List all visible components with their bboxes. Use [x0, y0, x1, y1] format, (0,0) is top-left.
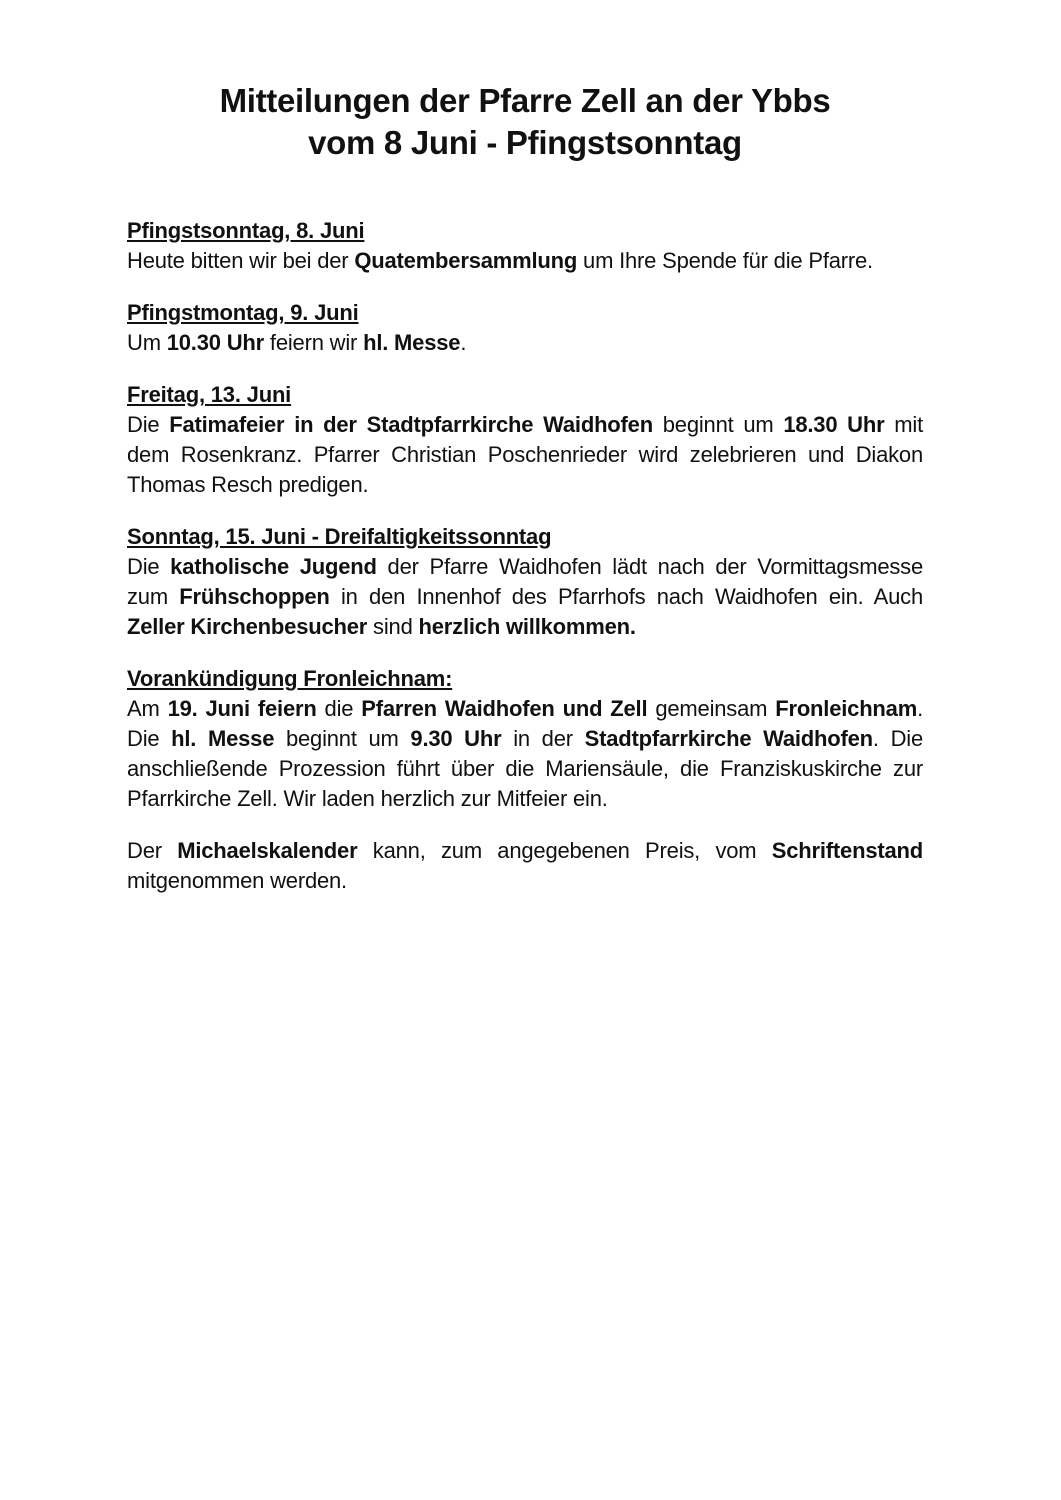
bold-text: 18.30 Uhr — [783, 412, 885, 437]
body-text: Um — [127, 330, 167, 355]
bold-text: katholische Jugend — [170, 554, 377, 579]
body-text: Heute bitten wir bei der — [127, 248, 355, 273]
section-heading: Freitag, 13. Juni — [127, 382, 292, 407]
body-text: mit dem Rosenkranz. Pfarrer Christian Poschenrieder wird zelebrieren und Diakon Thomas Resch predigen. — [127, 412, 923, 497]
body-text: um Ihre Spende für die Pfarre. — [577, 248, 873, 273]
section-heading: Pfingstsonntag, 8. Juni — [127, 218, 365, 243]
bold-text: Fatimafeier in der Stadtpfarrkirche Waidhofen — [169, 412, 653, 437]
section-body — [127, 552, 923, 642]
bold-text: Schriftenstand — [771, 838, 924, 863]
bold-text: Stadtpfarrkirche Waidhofen — [584, 726, 873, 751]
body-text: . Die — [127, 696, 923, 751]
announcement-section — [127, 216, 923, 276]
bold-text: Fronleichnam — [775, 696, 918, 721]
body-text: Am — [127, 696, 168, 721]
announcement-section — [127, 522, 923, 642]
section-heading: Vorankündigung Fronleichnam: — [127, 666, 453, 691]
bold-text: hl. Messe — [171, 726, 275, 751]
title-line-1: Mitteilungen der Pfarre Zell an der Ybbs — [219, 82, 831, 119]
body-text: mitgenommen werden. — [127, 868, 347, 893]
bold-text: herzlich willkommen. — [418, 614, 636, 639]
bold-text: 9.30 Uhr — [410, 726, 502, 751]
body-text: beginnt um — [652, 412, 784, 437]
section-body — [127, 836, 923, 896]
section-heading: Pfingstmontag, 9. Juni — [127, 300, 359, 325]
bold-text: 10.30 Uhr — [166, 330, 264, 355]
announcements — [127, 216, 923, 896]
body-text: . — [460, 330, 467, 355]
body-text: der Pfarre Waidhofen lädt nach der Vormittagsmesse zum — [127, 554, 924, 609]
section-body — [127, 246, 923, 276]
body-text: . Die anschließende Prozession führt über die Mariensäule, die Franziskuskirche zur Pfarrkirche Zell. Wir laden herzlich zur Mitfeier ein. — [127, 726, 923, 811]
body-text: Die — [127, 412, 170, 437]
announcement-section — [127, 380, 923, 500]
page-title — [127, 80, 923, 164]
section-body — [127, 328, 923, 358]
body-text: kann, zum angegebenen Preis, vom — [357, 838, 772, 863]
body-text: Der — [127, 838, 178, 863]
bold-text: hl. Messe — [363, 330, 461, 355]
body-text: feiern wir — [264, 330, 364, 355]
body-text: sind — [367, 614, 419, 639]
body-text: Die — [127, 554, 171, 579]
bold-text: Frühschoppen — [179, 584, 330, 609]
section-body — [127, 410, 923, 500]
body-text: in der — [501, 726, 585, 751]
body-text: gemeinsam — [647, 696, 776, 721]
bold-text: Quatembersammlung — [354, 248, 578, 273]
bold-text: Michaelskalender — [177, 838, 358, 863]
bold-text: Zeller Kirchenbesucher — [127, 614, 368, 639]
body-text: in den Innenhof des Pfarrhofs nach Waidhofen ein. Auch — [329, 584, 923, 609]
announcement-section — [127, 298, 923, 358]
body-text: die — [316, 696, 362, 721]
title-line-2: vom 8 Juni - Pfingstsonntag — [308, 124, 742, 161]
announcement-section — [127, 664, 923, 814]
bold-text: Pfarren Waidhofen und Zell — [361, 696, 648, 721]
section-body — [127, 694, 923, 814]
section-heading: Sonntag, 15. Juni - Dreifaltigkeitssonntag — [127, 524, 552, 549]
body-text: beginnt um — [274, 726, 411, 751]
bold-text: 19. Juni feiern — [167, 696, 317, 721]
announcement-section — [127, 836, 923, 896]
